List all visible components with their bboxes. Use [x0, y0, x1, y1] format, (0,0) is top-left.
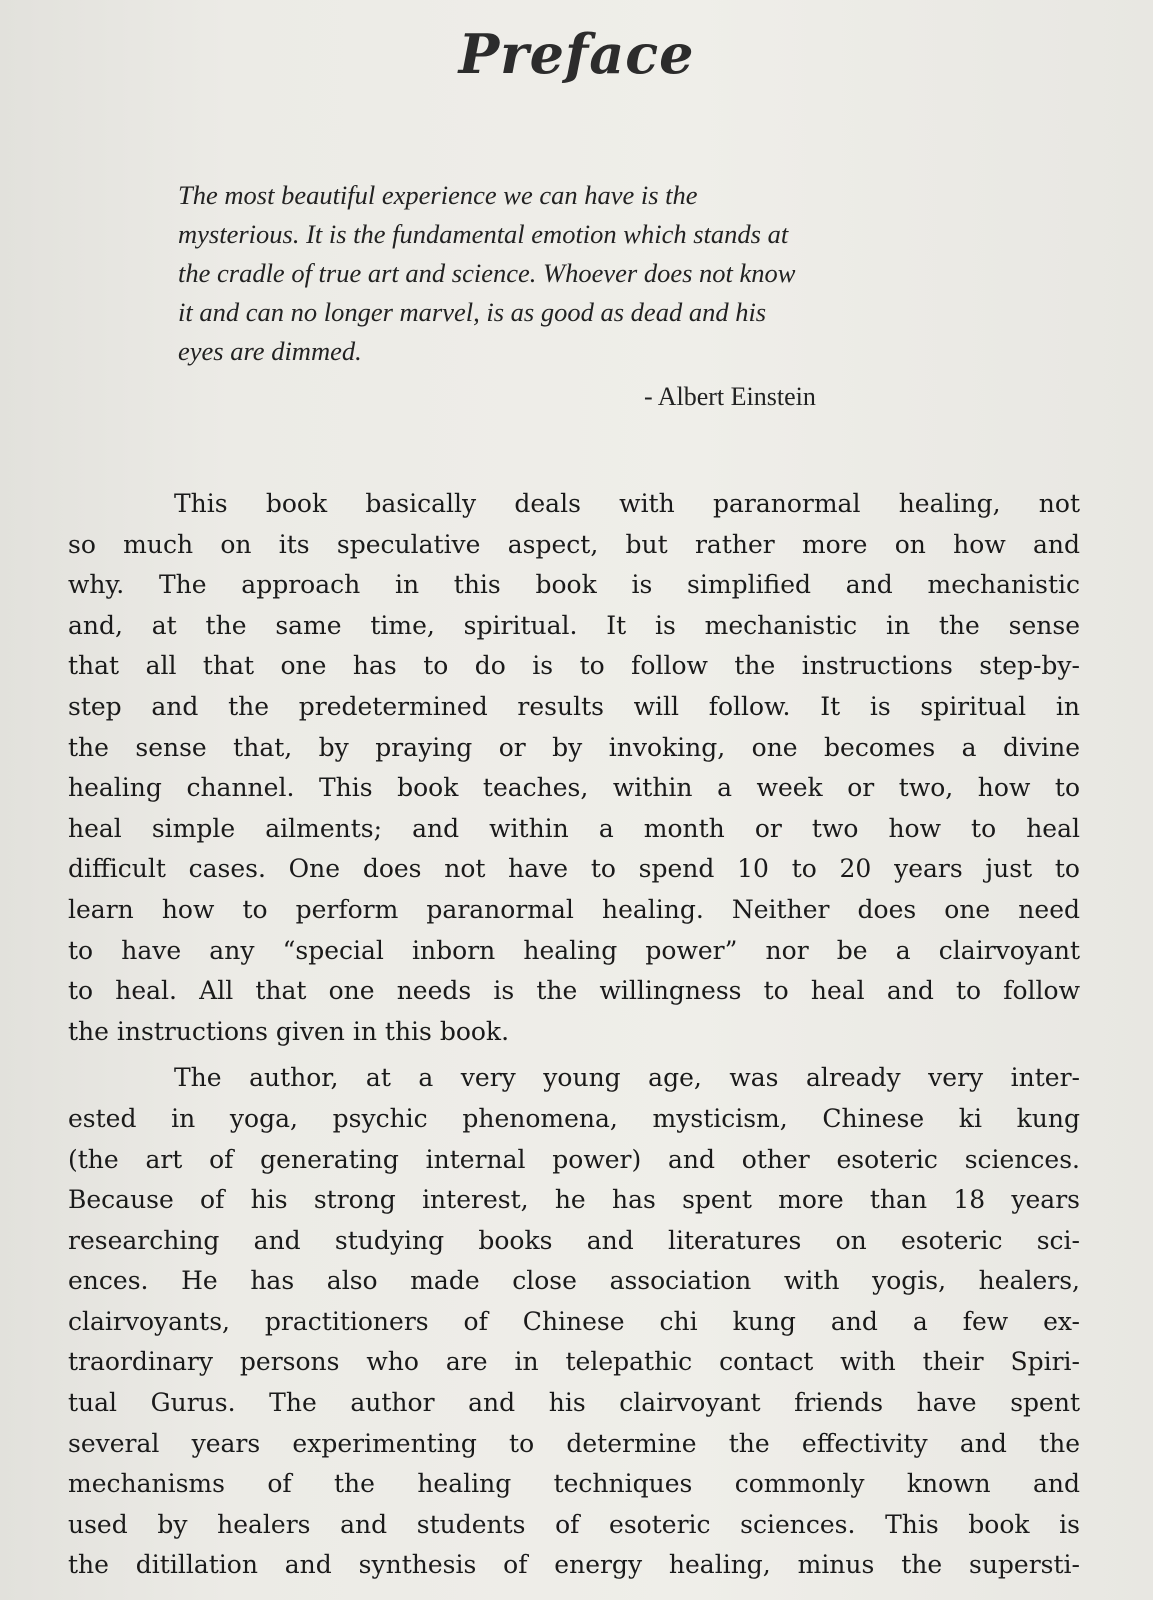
text-line: mechanisms of the healing techniques commonly known and	[68, 1469, 1080, 1499]
text-line: why. The approach in this book is simplified and mechanistic	[68, 570, 1080, 600]
text-line: researching and studying books and literatures on esoteric sci-	[68, 1225, 1080, 1255]
text-line: difficult cases. One does not have to spend 10 to 20 years just to	[68, 854, 1080, 884]
body-text	[68, 484, 1080, 1586]
text-line: that all that one has to do is to follow the instructions step-by-	[68, 651, 1080, 681]
text-line: This book basically deals with paranormal healing, not	[174, 489, 1080, 518]
epigraph-attribution: - Albert Einstein	[644, 382, 816, 411]
text-line: tual Gurus. The author and his clairvoyant friends have spent	[68, 1388, 1080, 1418]
text-line: The author, at a very young age, was already very inter-	[174, 1063, 1080, 1093]
text-line: the sense that, by praying or by invoking, one becomes a divine	[68, 732, 1080, 762]
text-line: ences. He has also made close association with yogis, healers,	[68, 1266, 1080, 1296]
paragraph	[68, 1058, 1080, 1586]
epigraph-line: mysterious. It is the fundamental emotion which stands at	[178, 219, 789, 249]
text-line: to heal. All that one needs is the willingness to heal and to follow	[68, 976, 1080, 1006]
text-line: the ditillation and synthesis of energy healing, minus the supersti-	[68, 1550, 1080, 1580]
text-line: and, at the same time, spiritual. It is mechanistic in the sense	[68, 610, 1080, 640]
text-line: so much on its speculative aspect, but rather more on how and	[68, 529, 1080, 559]
text-line: step and the predetermined results will follow. It is spiritual in	[68, 691, 1080, 721]
text-line: learn how to perform paranormal healing. Neither does one need	[68, 894, 1080, 924]
text-line: clairvoyants, practitioners of Chinese chi kung and a few ex-	[68, 1306, 1080, 1336]
text-line: (the art of generating internal power) and other esoteric sciences.	[68, 1144, 1080, 1174]
epigraph-line: it and can no longer marvel, is as good as dead and his	[178, 297, 767, 327]
text-line: Because of his strong interest, he has spent more than 18 years	[68, 1185, 1080, 1215]
text-line: healing channel. This book teaches, within a week or two, how to	[68, 773, 1080, 803]
text-line: to have any “special inborn healing power” nor be a clairvoyant	[68, 935, 1080, 965]
epigraph-line: eyes are dimmed.	[178, 336, 362, 366]
epigraph-quote	[178, 176, 978, 371]
epigraph-line: the cradle of true art and science. Whoever does not know	[178, 258, 796, 288]
text-line: heal simple ailments; and within a month or two how to heal	[68, 813, 1080, 843]
text-line: ested in yoga, psychic phenomena, mysticism, Chinese ki kung	[68, 1103, 1080, 1133]
text-line: used by healers and students of esoteric sciences. This book is	[68, 1509, 1080, 1539]
text-line: the instructions given in this book.	[68, 1016, 510, 1046]
text-line: traordinary persons who are in telepathic contact with their Spiri-	[68, 1347, 1080, 1377]
page-title: Preface	[458, 22, 695, 86]
text-line: several years experimenting to determine the effectivity and the	[68, 1428, 1080, 1458]
paragraph	[68, 484, 1080, 1052]
epigraph-line: The most beautiful experience we can have is the	[178, 180, 698, 210]
